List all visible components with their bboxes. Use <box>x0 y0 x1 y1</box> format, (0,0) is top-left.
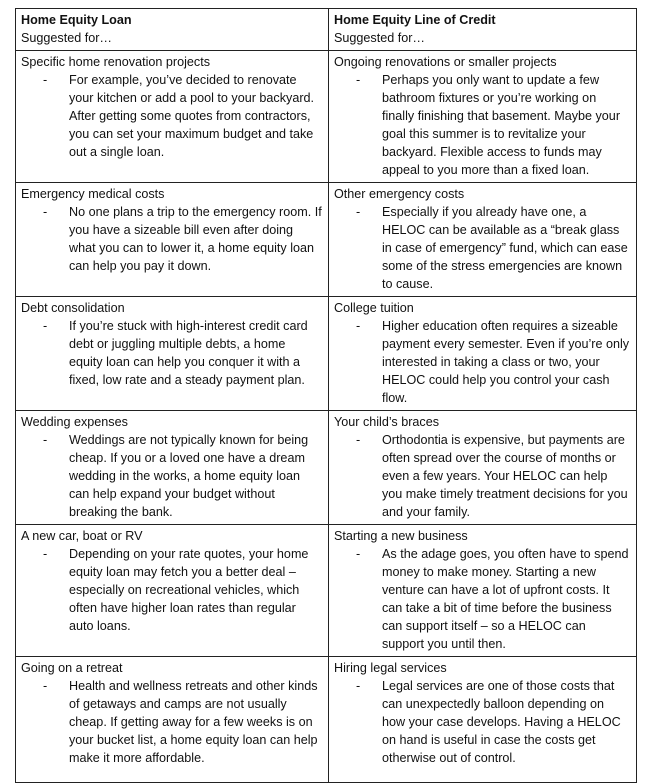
column-subtitle: Suggested for… <box>334 31 426 45</box>
topic-label: Debt consolidation <box>21 301 125 315</box>
dash-marker: - <box>43 679 48 693</box>
bullet-text: For example, you’ve decided to renovate your kitchen or add a pool to your backyard. After getting some quotes from contractors, you can set your maximum budget and take out a single loan. <box>69 73 315 159</box>
table-row <box>16 657 637 783</box>
bullet-item <box>334 431 630 521</box>
comparison-table <box>15 8 637 783</box>
topic-label: Your child’s braces <box>334 415 440 429</box>
table-cell <box>16 411 329 525</box>
header-row <box>16 9 637 51</box>
bullet-item <box>334 317 630 407</box>
bullet-text: Weddings are not typically known for being cheap. If you or a loved one have a dream wedding in the works, a home equity loan can help expand your budget without breaking the bank. <box>69 433 309 519</box>
topic-label: Ongoing renovations or smaller projects <box>334 55 557 69</box>
bullet-item <box>21 203 322 275</box>
bullet-item <box>21 431 322 521</box>
bullet-text: If you’re stuck with high-interest credit card debt or juggling multiple debts, a home equity loan can help you conquer it with a fixed, low rate and a steady payment plan. <box>69 319 308 387</box>
table-cell <box>329 297 637 411</box>
topic-label: Hiring legal services <box>334 661 447 675</box>
table-cell <box>329 657 637 783</box>
topic-label: Specific home renovation projects <box>21 55 211 69</box>
column-title: Home Equity Line of Credit <box>334 13 496 27</box>
bullet-item <box>21 71 322 161</box>
dash-marker: - <box>356 679 361 693</box>
column-title: Home Equity Loan <box>21 13 132 27</box>
bullet-item <box>21 317 322 389</box>
table-cell <box>16 657 329 783</box>
table-row <box>16 51 637 183</box>
topic-label: Other emergency costs <box>334 187 465 201</box>
dash-marker: - <box>356 547 361 561</box>
dash-marker: - <box>356 73 361 87</box>
dash-marker: - <box>43 73 48 87</box>
bullet-text: Especially if you already have one, a HELOC can be available as a “break glass in case of emergency” fund, which can ease some of the stress emergencies are known to cause. <box>382 205 628 291</box>
header-cell-home-equity-loan <box>16 9 329 51</box>
topic-label: College tuition <box>334 301 414 315</box>
dash-marker: - <box>356 433 361 447</box>
table-row <box>16 411 637 525</box>
bullet-text: Health and wellness retreats and other kinds of getaways and camps are not usually cheap. If getting away for a few weeks is on your bucket list, a home equity loan can help make it more affordable. <box>69 679 318 765</box>
bullet-item <box>334 203 630 293</box>
table-cell <box>16 525 329 657</box>
dash-marker: - <box>43 319 48 333</box>
dash-marker: - <box>43 547 48 561</box>
dash-marker: - <box>356 319 361 333</box>
bullet-item <box>21 545 322 635</box>
bullet-item <box>334 545 630 653</box>
topic-label: Wedding expenses <box>21 415 128 429</box>
bullet-item <box>334 677 630 767</box>
topic-label: Going on a retreat <box>21 661 123 675</box>
bullet-text: Higher education often requires a sizeable payment every semester. Even if you’re only interested in taking a class or two, your HELOC could help you control your cash flow. <box>382 319 630 405</box>
dash-marker: - <box>43 205 48 219</box>
dash-marker: - <box>356 205 361 219</box>
bullet-text: As the adage goes, you often have to spend money to make money. Starting a new venture can have a lot of upfront costs. It can take a bit of time before the business can support itself – so a HELOC can support you until then. <box>382 547 629 651</box>
table-row <box>16 297 637 411</box>
table-cell <box>329 525 637 657</box>
table-cell <box>329 183 637 297</box>
table-row <box>16 183 637 297</box>
topic-label: Starting a new business <box>334 529 468 543</box>
table-row <box>16 525 637 657</box>
topic-label: Emergency medical costs <box>21 187 165 201</box>
table-cell <box>16 51 329 183</box>
topic-label: A new car, boat or RV <box>21 529 143 543</box>
bullet-text: Depending on your rate quotes, your home equity loan may fetch you a better deal – especially on recreational vehicles, which often have higher loan rates than regular auto loans. <box>69 547 309 633</box>
bullet-text: No one plans a trip to the emergency room. If you have a sizeable bill even after doing what you can to lower it, a home equity loan can help you pay it down. <box>69 205 322 273</box>
bullet-text: Perhaps you only want to update a few bathroom fixtures or you’re working on finally finishing that basement. Maybe your goal this summer is to revitalize your backyard. Flexible access to funds may appeal to you more than a fixed loan. <box>382 73 621 177</box>
dash-marker: - <box>43 433 48 447</box>
column-subtitle: Suggested for… <box>21 31 113 45</box>
bullet-item <box>21 677 322 767</box>
table-cell <box>16 297 329 411</box>
table-cell <box>16 183 329 297</box>
header-cell-heloc <box>329 9 637 51</box>
table-cell <box>329 51 637 183</box>
table-cell <box>329 411 637 525</box>
bullet-text: Legal services are one of those costs that can unexpectedly balloon depending on how your case develops. Having a HELOC on hand is useful in case the costs get otherwise out of control. <box>382 679 621 765</box>
bullet-item <box>334 71 630 179</box>
bullet-text: Orthodontia is expensive, but payments are often spread over the course of months or even a few years. Your HELOC can help you make timely treatment decisions for you and your family. <box>382 433 628 519</box>
